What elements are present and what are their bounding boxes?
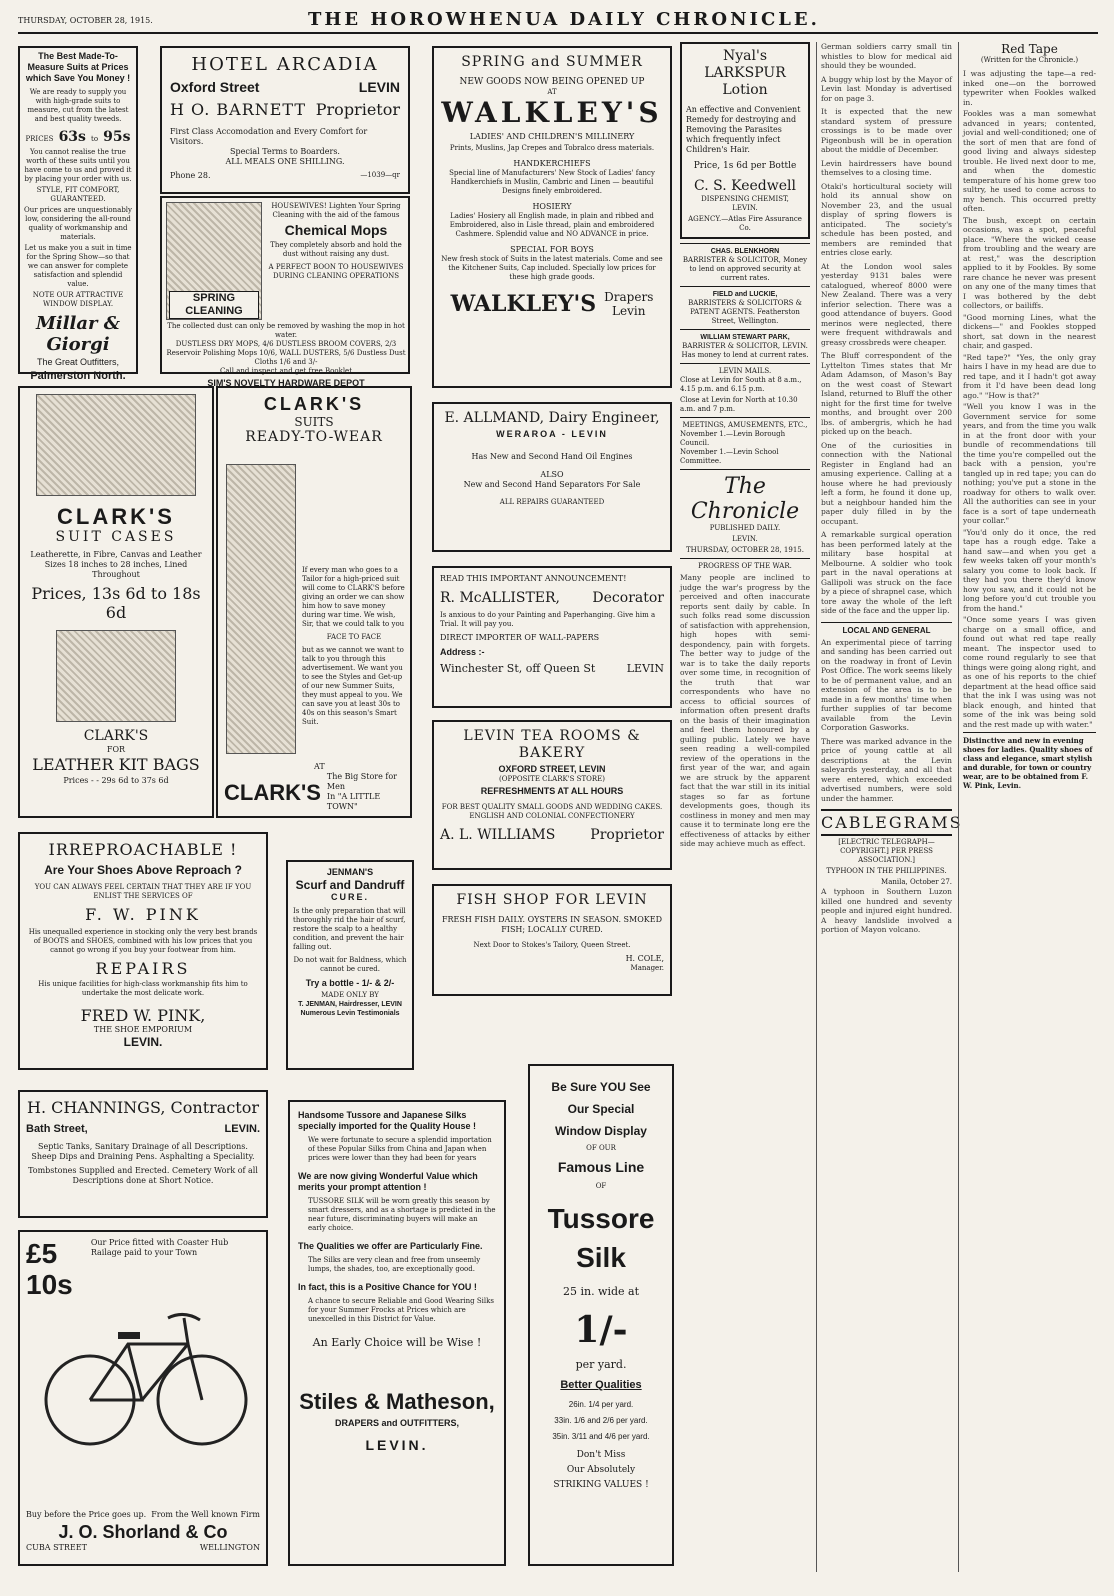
mcallister-addr-label: Address :- — [440, 647, 485, 657]
arcadia-role: Proprietor — [315, 100, 400, 119]
news-p6: At the London wool sales yesterday 9131 bales were catalogued, whereof 8000 were New Zealand. There was a very inferior selection. There was a good attendance of buyers. Good merinos were neglected, there were frequent withdrawals and greasy crossbreds were cheaper. — [821, 261, 952, 347]
nyal-town: LEVIN. — [732, 204, 758, 212]
pink-h2: Are Your Shoes Above Reproach ? — [44, 863, 242, 877]
clark-cases-price: Prices, 13s 6d to 18s 6d — [31, 584, 201, 622]
redtape-title: Red Tape — [1001, 42, 1058, 56]
walkley-hk: HANDKERCHIEFS — [513, 159, 591, 168]
stiles-h2: We are now giving Wonderful Value which merits your prompt attention ! — [298, 1171, 478, 1192]
redtape-p4: "Good morning Lines, what the dickens—" and Fookles stopped short, sat down in the nearest chair, and gasped. — [963, 312, 1096, 350]
jenman-maker: T. JENMAN, Hairdresser, LEVIN — [298, 1001, 402, 1008]
millar-prices — [23, 126, 133, 146]
tearooms-title: LEVIN TEA ROOMS & BAKERY — [463, 728, 641, 761]
clark-bags-for: FOR — [106, 745, 126, 754]
local-p1: An experimental piece of tarring and sanding has been carried out on the roadway in front of Levin Post Office. The work seems likely to be of permanent value, and an extension of the area is to be made in a few months' time when further supplies of tar become available from the Levin Corporation Gasworks. — [821, 637, 952, 732]
chronicle-date: THURSDAY, OCTOBER 28, 1915. — [686, 546, 804, 554]
allmand-ad — [432, 402, 672, 552]
suit-figures-illustration — [226, 464, 296, 754]
allmand-name: E. ALLMAND, Dairy Engineer, — [444, 410, 660, 426]
stiles-p3: The Silks are very clean and free from unseemly lumps, the shades, too, are exceptionally good. — [308, 1256, 481, 1273]
cable-head: TYPHOON IN THE PHILIPPINES. — [826, 867, 947, 875]
clark-ftf: FACE TO FACE — [326, 633, 382, 641]
walkley-foot-levin: Levin — [612, 304, 646, 318]
allmand-place: WERAROA - LEVIN — [496, 429, 608, 439]
tussore-q3: 35in. 3/11 and 4/6 per yard. — [552, 1432, 650, 1441]
tearooms-street: OXFORD STREET, LEVIN — [498, 764, 606, 774]
tussore-l10: 1/- — [574, 1309, 628, 1351]
chronicle-leader: Many people are inclined to judge the war's progress by the perceived and often inaccurate reports sent daily by cable. In such folks read some discussion of satisfaction with apprehension, high hopes with semi-despondency, pain with forgets. The better way to judge of the war is to take the daily reports over some time, in recognition of the truth that war correspondents who have no access to official sources of information often present drafts on the basis of their imagination and feel them honoured by a gulling public. Lately we have seen reading a well-compiled review of the operations in the first year of the war, and again we are struck by the apparent fact that the war still in its initial stages so far as fortune developments goes, though its costliness in money and men may cause it to terminate long ere the effectiveness of attacks by either side may achieve much as effect. — [680, 573, 810, 848]
walkley-sub: LADIES' AND CHILDREN'S MILLINERY — [469, 132, 635, 141]
allmand-p3: New and Second Hand Separators For Sale — [463, 480, 641, 489]
walkley-hos: HOSIERY — [532, 202, 572, 211]
mcallister-row2 — [440, 662, 664, 675]
clark-foot-right — [327, 772, 408, 812]
mails-p2: Close at Levin for North at 10.30 a.m. and 7 p.m. — [680, 396, 798, 413]
chronicle-sub: PUBLISHED DAILY. — [709, 524, 781, 532]
clark-suits-footer — [224, 762, 408, 812]
cable-p1: A typhoon in Southern Luzon killed one hundred and seventy people and injured eight hundred. A heavy landslide involved a portion of Mayon volcano. — [821, 887, 952, 934]
fish-p2: Next Door to Stokes's Tailory, Queen Street. — [473, 941, 631, 949]
walkley-ad — [432, 46, 672, 388]
clark-cases-p: Leatherette, in Fibre, Canvas and Leather Sizes 18 inches to 28 inches, Lined Throughout — [30, 550, 202, 579]
nyal-l3: Lotion — [722, 82, 768, 98]
tearooms-role: Proprietor — [590, 827, 664, 843]
nyal-l2: LARKSPUR — [704, 65, 786, 81]
millar-price-low: 63s — [58, 129, 86, 145]
fish-title: FISH SHOP FOR LEVIN — [456, 892, 648, 908]
sims-intro: HOUSEWIVES! Lighten Your Spring Cleaning with the aid of the famous — [271, 202, 401, 219]
millar-prices-label: PRICES — [25, 135, 54, 143]
arcadia-row1 — [170, 79, 400, 96]
masthead — [18, 6, 1098, 34]
bicycle-frame-top — [90, 1344, 202, 1400]
chronicle-town: LEVIN. — [732, 535, 758, 543]
clark-foot-tag: The Big Store for Men — [326, 772, 397, 791]
clark-suits-p: If every man who goes to a Tailor for a high-priced suit will come to CLARK'S before giving an order we can show him how to save money during war time. We wish, Sir, that we could talk to you — [302, 566, 405, 628]
jenman-name: JENMAN'S — [326, 867, 374, 877]
mcallister-p2: DIRECT IMPORTER OF WALL-PAPERS — [440, 633, 600, 642]
redtape-p5: "Red tape?" "Yes, the only gray hairs I have in my head are due to red tape, and it I hadn't got away from it I'd have been dead long ago." "How is that?" — [963, 352, 1096, 400]
clark-cases-ad — [18, 386, 214, 818]
mcallister-role: Decorator — [592, 590, 664, 606]
bicycle-saddle — [118, 1332, 140, 1339]
shorland-street: CUBA STREET — [26, 1543, 87, 1552]
redtape-p1: I was adjusting the tape—a red-inked one—on the borrowed typewriter when Fookles walked in. — [963, 69, 1096, 107]
pink-p3: His unique facilities for high-class workmanship fits him to undertake the most delicate work. — [38, 980, 248, 997]
millar-town: Palmerston North. — [30, 370, 126, 382]
walkley-foot-name: WALKLEY'S — [450, 290, 597, 317]
millar-p5: Let us make you a suit in time for the Spring Show—so that we can answer for complete satisfaction and splendid value. — [24, 244, 132, 288]
arcadia-ad — [160, 46, 410, 194]
tearooms-p1: FOR BEST QUALITY SMALL GOODS AND WEDDING CAKES. ENGLISH AND COLONIAL CONFECTIONERY — [441, 803, 663, 820]
sims-name: SIM'S NOVELTY HARDWARE DEPOT — [207, 378, 365, 388]
redtape-sub: (Written for the Chronicle.) — [980, 56, 1079, 64]
pink-foot3: LEVIN. — [123, 1035, 163, 1049]
walkley-sub2: Prints, Muslins, Jap Crepes and Tobralco dress materials. — [449, 144, 655, 152]
professional-text-0: BARRISTER & SOLICITOR, Money to lend on approved security at current rates. — [682, 256, 808, 282]
tussore-l12: Better Qualities — [560, 1379, 642, 1391]
clark-suits-text — [302, 566, 406, 727]
walkley-footer — [440, 290, 664, 318]
walkley-foot-right — [604, 290, 653, 318]
nyal-p1: An effective and Convenient Remedy for destroying and Removing the Parasites which frequently infect Children's Hair. — [686, 105, 801, 154]
shorland-p1: Our Price fitted with Coaster Hub Railage paid to your Town — [90, 1238, 229, 1257]
sims-p3: The collected dust can only be removed by washing the mop in hot water. — [167, 322, 405, 339]
millar-to: to — [91, 135, 99, 143]
meetings-p1: November 1.—Levin Borough Council. — [680, 430, 786, 447]
shorland-row2 — [26, 1543, 260, 1553]
shorland-row1 — [26, 1510, 260, 1520]
tussore-l3: Window Display — [555, 1124, 647, 1138]
professional-text-2: BARRISTER & SOLICITOR, LEVIN. Has money to lend at current rates. — [681, 342, 809, 359]
clark-bags-sub: LEATHER KIT BAGS — [32, 755, 200, 774]
millar-ad — [18, 46, 138, 382]
nyal-name: C. S. Keedwell — [694, 178, 796, 194]
walkley-foot-drapers: Drapers — [604, 290, 654, 304]
column-4 — [680, 42, 810, 1572]
walkley-boys-text: New fresh stock of Suits in the latest materials. Come and see the Kitchener Suits, Cap included. Specially low prices for these high grade goods. — [441, 255, 663, 281]
pink-p2: His unequalled experience in stocking only the very best brands of BOOTS and SHOES, combined with his low prices that you cannot go wrong if you buy your footwear from him. — [28, 928, 258, 954]
arcadia-ref: —1039—qr — [360, 171, 400, 179]
millar-name: Millar & Giorgi — [35, 313, 121, 355]
arcadia-owner: H O. BARNETT — [170, 100, 307, 119]
millar-p4: Our prices are unquestionably low, considering the all-round quality of workmanship and materials. — [23, 206, 132, 241]
jenman-ad — [286, 860, 414, 1070]
millar-tag: The Great Outfitters, — [36, 357, 120, 367]
mcallister-addr: Winchester St, off Queen St — [440, 662, 596, 675]
clark-foot-town: In "A LITTLE TOWN" — [326, 792, 381, 811]
professional-cards — [680, 243, 810, 470]
stiles-sub: DRAPERS and OUTFITTERS, — [334, 1418, 459, 1428]
tearooms-name: A. L. WILLIAMS — [440, 827, 556, 843]
clark-suits-sub2: READY-TO-WEAR — [245, 429, 383, 445]
stiles-town: LEVIN. — [365, 1437, 429, 1453]
jenman-h1: Scurf and Dandruff — [295, 878, 405, 892]
tussore-l8: Silk — [576, 1242, 626, 1273]
tussore-l14: Our Absolutely — [566, 1465, 636, 1475]
channings-row — [26, 1123, 260, 1136]
tussore-l7: Tussore — [547, 1203, 655, 1234]
meetings-p2: November 1.—Levin School Committee. — [680, 448, 779, 465]
mails-title: LEVIN MAILS. — [718, 367, 772, 375]
allmand-p4: ALL REPAIRS GUARANTEED — [499, 498, 605, 506]
cablegrams-section — [821, 809, 963, 836]
shorland-ad — [18, 1230, 268, 1566]
redtape-foot: Distinctive and new in evening shoes for ladies. Quality shoes of class and elegance, smart stylish and durable, for town or country wear, are to be obtained from F. W. Pink, Levin. — [963, 736, 1093, 790]
professional-name-2: WILLIAM STEWART PARK, — [700, 334, 790, 341]
masthead-title: THE HOROWHENUA DAILY CHRONICLE. — [308, 9, 820, 30]
tussore-l1: Be Sure YOU See — [551, 1080, 651, 1094]
chronicle-masthead — [680, 474, 810, 571]
chronicle-head: PROGRESS OF THE WAR. — [698, 562, 792, 570]
professional-name-1: FIELD and LUCKIE, — [712, 291, 778, 298]
news-p3: It is expected that the new standard system of pressure crossings is to be made over Pigeonbush will be in operation about the middle of December. — [821, 107, 952, 154]
arcadia-phone: Phone 28. — [170, 171, 211, 180]
mcallister-row1 — [440, 590, 664, 607]
sims-p5: Call and inspect and get free Booklet — [219, 367, 353, 375]
stiles-name: Stiles & Matheson, — [299, 1389, 495, 1414]
tearooms-ad — [432, 720, 672, 870]
stiles-h5: An Early Choice will be Wise ! — [312, 1336, 482, 1349]
mcallister-ad — [432, 566, 672, 708]
sims-p1: They completely absorb and hold the dust without raising any dust. — [270, 241, 402, 258]
sims-p2: A PERFECT BOON TO HOUSEWIVES DURING CLEANING OPERATIONS — [268, 263, 404, 280]
professional-name-0: CHAS. BLENKHORN — [710, 248, 780, 255]
clark-suits-ad — [216, 386, 412, 818]
arcadia-street: Oxford Street — [170, 79, 260, 95]
tearooms-sub: REFRESHMENTS AT ALL HOURS — [480, 786, 624, 796]
redtape-p7: "You'd only do it once, the red tape has a rough edge. Take a hand saw—and when you get a few weeks taken off your month's salary you come to look back. If they had you there they'd know how you saw, and it could not be long before you'd cut trouble you from the hand." — [963, 527, 1096, 613]
millar-p1: We are ready to supply you with high-grade suits to measure, cut from the latest and best quality tweeds. — [27, 88, 129, 123]
meetings-title: MEETINGS, AMUSEMENTS, ETC., — [682, 421, 808, 429]
nyal-agency: AGENCY.—Atlas Fire Assurance Co. — [688, 215, 802, 232]
jenman-try: Try a bottle - 1/- & 2/- — [305, 978, 395, 988]
clark-bags-price: Prices - - 29s 6d to 37s 6d — [63, 776, 169, 785]
tussore-ad — [528, 1064, 674, 1566]
shorland-p2: Buy before the Price goes up. — [26, 1510, 147, 1519]
mcallister-town: LEVIN — [626, 662, 664, 675]
news-p1: German soldiers carry small tin whistles to blow for medical aid should they be wounded. — [821, 42, 952, 70]
clark-foot-at: AT — [314, 762, 325, 771]
tussore-l2: Our Special — [567, 1102, 635, 1116]
clark-suits-title: CLARK'S — [263, 394, 365, 414]
millar-heading: The Best Made-To-Measure Suits at Prices which Save You Money ! — [25, 51, 131, 83]
walkley-name: WALKLEY'S — [441, 96, 663, 129]
nyal-price: Price, 1s 6d per Bottle — [693, 161, 797, 171]
jenman-made: MADE ONLY BY — [321, 991, 379, 999]
stiles-h3: The Qualities we offer are Particularly Fine. — [298, 1241, 483, 1251]
pink-foot: FRED W. PINK, — [80, 1006, 206, 1025]
pink-ad — [18, 832, 268, 1070]
sims-product: Chemical Mops — [284, 222, 388, 238]
stiles-p2: TUSSORE SILK will be worn greatly this season by smart dressers, and as a shortage is predicted in the near future, discriminating buyers will make an early choice. — [308, 1197, 496, 1232]
news-p7: The Bluff correspondent of the Lyttelton Times states that Mr Adam Adamson, of Mason's Bay on the west coast of Stewart Island, returned to Bluff the other night for the first time for twelve months, and brought over 200 lbs. of ambergris, which he had picked up on the beach. — [821, 351, 952, 436]
local-general — [821, 622, 952, 636]
pink-repairs: REPAIRS — [95, 959, 191, 978]
shorland-name: J. O. Shorland & Co — [58, 1522, 228, 1542]
millar-p6: NOTE OUR ATTRACTIVE WINDOW DISPLAY. — [32, 291, 124, 308]
channings-ad — [18, 1090, 268, 1218]
fish-role: Manager. — [630, 964, 664, 972]
arcadia-line3: ALL MEALS ONE SHILLING. — [225, 157, 345, 166]
redtape-p2: Fookles was a man somewhat advanced in years; contented, jovial and well-conditioned; one of the sort of men that are fond of good living and always sidestep trouble. He lived next door to me, and when the domestic temperature of his home grew too sultry, he used to come across to my bench. This occurred pretty often. — [963, 109, 1096, 213]
clark-foot-name: CLARK'S — [224, 779, 321, 805]
masthead-date: THURSDAY, OCTOBER 28, 1915. — [18, 16, 153, 25]
column-6 — [958, 42, 1096, 1572]
tussore-l6: OF — [595, 1182, 607, 1190]
pink-foot2: THE SHOE EMPORIUM — [93, 1025, 193, 1034]
channings-title: H. CHANNINGS, Contractor — [26, 1098, 259, 1117]
clark-cases-title: CLARK'S — [57, 504, 175, 529]
tussore-q1: 26in. 1/4 per yard. — [568, 1400, 634, 1409]
jenman-test: Numerous Levin Testimonials — [300, 1010, 400, 1017]
channings-p1: Septic Tanks, Sanitary Drainage of all Descriptions. Sheep Dips and Draining Pens. Asphalting a Speciality. — [31, 1142, 255, 1161]
sims-text — [266, 202, 406, 281]
news-p9: A remarkable surgical operation has been performed lately at the military base hospital at Melbourne. A soldier who took part in the naval operations at Gallipoli was struck on the face by a piece of shrapnel case, which tore away the whole of the left side of the face and the upper lip. — [821, 530, 952, 615]
channings-town: LEVIN. — [224, 1123, 260, 1135]
sims-p4: DUSTLESS DRY MOPS, 4/6 DUSTLESS BROOM COVERS, 2/3 Reservoir Polishing Mops 10/6, WALL DUSTERS, 5/6 Dustless Dust Cloths 1/6 and 3/- — [166, 340, 406, 366]
millar-p3: STYLE, FIT COMFORT, GUARANTEED. — [36, 186, 120, 203]
stiles-ad — [288, 1100, 506, 1566]
jenman-h2: CURE. — [330, 892, 369, 902]
local-head: LOCAL AND GENERAL — [842, 625, 931, 635]
channings-p2: Tombstones Supplied and Erected. Cemetery Work of all Descriptions done at Short Notice. — [28, 1166, 258, 1185]
pink-h1: IRREPROACHABLE ! — [48, 840, 238, 859]
arcadia-row3 — [170, 171, 400, 181]
stiles-h1: Handsome Tussore and Japanese Silks specially imported for the Quality House ! — [298, 1110, 477, 1131]
fish-p1: FRESH FISH DAILY. OYSTERS IN SEASON. SMOKED FISH; LOCALLY CURED. — [441, 915, 663, 934]
millar-price-high: 95s — [103, 129, 131, 145]
pink-p1: YOU CAN ALWAYS FEEL CERTAIN THAT THEY ARE IF YOU ENLIST THE SERVICES OF — [34, 883, 252, 900]
news-p4: Levin hairdressers have bound themselves to a closing time. — [821, 158, 952, 177]
news-p2: A buggy whip lost by the Mayor of Levin last Monday is advertised for on page 3. — [821, 74, 952, 103]
clark-suits-p2: but as we cannot we want to talk to you through this advertisement. We want you to see the Styles and Get-up of our new Summer Suits, they must appeal to you. We can save you at least 30s to 40s on this season's Smart Suit. — [302, 646, 404, 726]
spring-cleaning-label: SPRING CLEANING — [169, 291, 259, 319]
jenman-p1: Is the only preparation that will thoroughly rid the hair of scurf, restore the scalp to a healthy condition, and prevent the hair falling out. — [293, 907, 406, 951]
news-p8: One of the curiosities in connection with the National Register in England had an amusing experience. Calling at a house where he had previously left a form, he found it done up, but a neighbour handed him the paper duly filled in by the occupant. — [821, 440, 952, 526]
bicycle-down-tube — [142, 1344, 188, 1400]
mcallister-name: R. McALLISTER, — [440, 590, 560, 606]
shorland-price: £5 10s — [26, 1238, 73, 1300]
sims-bottom — [166, 322, 406, 389]
news-p10: There was marked advance in the price of young cattle at all descriptions at the Levin saleyards yesterday, and all that were entered, which exceeded advertised numbers, were sold under the hammer. — [821, 736, 952, 803]
allmand-p1: Has New and Second Hand Oil Engines — [471, 452, 633, 461]
tussore-l9: 25 in. wide at — [562, 1285, 640, 1298]
shorland-p3: From the Well known Firm — [151, 1510, 260, 1519]
arcadia-town: LEVIN — [358, 79, 400, 95]
redtape-p6: "Well you know I was in the Government service for some years, and from the time you walk in at the front door with your bundle of recommendations till the time you're compelled out the back with a pension, you're tangled up in red tape; you can do nothing; you've put a stone in the roadway for others to walk over. All the authorities can see in your face is a sort of tape underneath your collar." — [963, 402, 1096, 525]
walkley-hos-text: Ladies' Hosiery all English made, in plain and ribbed and Embroidered, also in Lisle thread, plain and embroidered Cashmere. Splendid value and NO ADVANCE in price. — [449, 212, 655, 238]
stiles-p1: We were fortunate to secure a splendid importation of these Popular Silks from China and Japan when prices were lower than they had been for years — [308, 1136, 492, 1162]
mcallister-p1: Is anxious to do your Painting and Paperhanging. Give him a Trial. It will pay you. — [440, 611, 656, 628]
allmand-p2: ALSO — [540, 470, 564, 479]
tussore-l11: per yard. — [575, 1358, 627, 1371]
cable-sub: [ELECTRIC TELEGRAPH—COPYRIGHT.] PER PRESS ASSOCIATION.] — [838, 838, 935, 864]
walkley-at: AT — [547, 88, 557, 96]
tussore-q2: 33in. 1/6 and 2/6 per yard. — [554, 1416, 648, 1425]
jenman-p2: Do not wait for Baldness, which cannot be cured. — [293, 956, 407, 973]
fish-name: H. COLE, — [625, 954, 664, 963]
nyal-ad — [680, 42, 810, 239]
arcadia-row2 — [170, 100, 400, 119]
stiles-p4: A chance to secure Reliable and Good Wearing Silks for your Summer Frocks at Prices which are unexcelled in this District for Value. — [308, 1297, 494, 1323]
clark-foot-row — [224, 772, 408, 812]
spring-cleaning-illustration — [166, 202, 262, 320]
millar-p2: You cannot realise the true worth of these suits until you have come to us and proved it by placing your order with us. — [24, 148, 132, 183]
nyal-l1: Nyal's — [722, 48, 768, 64]
column-5 — [816, 42, 963, 1572]
clark-bags-title: CLARK'S — [83, 728, 149, 744]
walkley-h1: SPRING and SUMMER — [461, 54, 643, 70]
mcallister-head: READ THIS IMPORTANT ANNOUNCEMENT! — [440, 574, 627, 583]
walkley-hk-text: Special line of Manufacturers' New Stock of Ladies' fancy Handkerchiefs in Muslin, Cambric and Linen — beautiful Designs finely embroidered. — [449, 169, 655, 195]
cable-title: CABLEGRAMS — [821, 813, 963, 832]
chronicle-title: The Chronicle — [690, 474, 800, 524]
walkley-boys: SPECIAL FOR BOYS — [510, 245, 594, 254]
clark-suits-sub: SUITS — [294, 415, 334, 429]
bicycle-stem — [184, 1318, 188, 1344]
pink-name: F. W. PINK — [85, 905, 201, 924]
kitbag-illustration — [56, 630, 176, 722]
tussore-l5: Famous Line — [557, 1159, 645, 1175]
news-p5: Otaki's horticultural society will hold its annual show on November 23, and the usual display of spring flowers is anticipated. The society's schedule has been posted, and members are reminded that entries close early. — [821, 181, 952, 257]
nyal-sub: DISPENSING CHEMIST, — [701, 195, 789, 203]
redtape-p8: "Once some years I was given charge on a small office, and found out what red tape really meant. The inspector used to come round regularly to see that things were going along right, and as one of his reports to the chief department at the head office said that the ink I was using was not black enough, and hinted that some of the ink was being sold and the rest made up with water." — [963, 615, 1096, 729]
walkley-h2: NEW GOODS NOW BEING OPENED UP — [459, 77, 645, 87]
sims-ad — [160, 196, 410, 388]
arcadia-line2: Special Terms to Boarders. — [230, 147, 340, 156]
cable-dateline: Manila, October 27. — [881, 878, 952, 886]
redtape-p3: The bush, except on certain occasions, was a spot, peaceful place. "Where the wicked cease from troubling and the weary are at rest," was the description applied to it by Fookles. By some rare chance he never was present on any one of the many times that I was bothered by the debt collectors, or bailiffs. — [963, 215, 1096, 310]
fish-ad — [432, 884, 672, 996]
arcadia-title: HOTEL ARCADIA — [191, 54, 379, 75]
professional-text-1: BARRISTERS & SOLICITORS & PATENT AGENTS. Featherston Street, Wellington. — [688, 299, 802, 325]
shorland-bottom — [26, 1510, 260, 1553]
tussore-l13: Don't Miss — [576, 1450, 626, 1460]
shorland-city: WELLINGTON — [199, 1543, 260, 1552]
clark-cases-sub: SUIT CASES — [55, 529, 177, 545]
tearooms-opp: (OPPOSITE CLARK'S STORE) — [498, 775, 605, 783]
tussore-l4: OF OUR — [586, 1144, 616, 1152]
mails-p1: Close at Levin for South at 8 a.m., 4.15 p.m. and 6.15 p.m. — [680, 376, 802, 393]
stiles-h4: In fact, this is a Positive Chance for YOU ! — [298, 1282, 477, 1292]
channings-street: Bath Street, — [26, 1123, 88, 1135]
arcadia-line1: First Class Accomodation and Every Comfort for Visitors. — [170, 127, 368, 146]
tussore-l15: STRIKING VALUES ! — [553, 1480, 649, 1490]
bicycle-illustration — [38, 1284, 252, 1460]
tearooms-row — [440, 827, 664, 844]
suitcase-stack-illustration — [36, 394, 196, 496]
